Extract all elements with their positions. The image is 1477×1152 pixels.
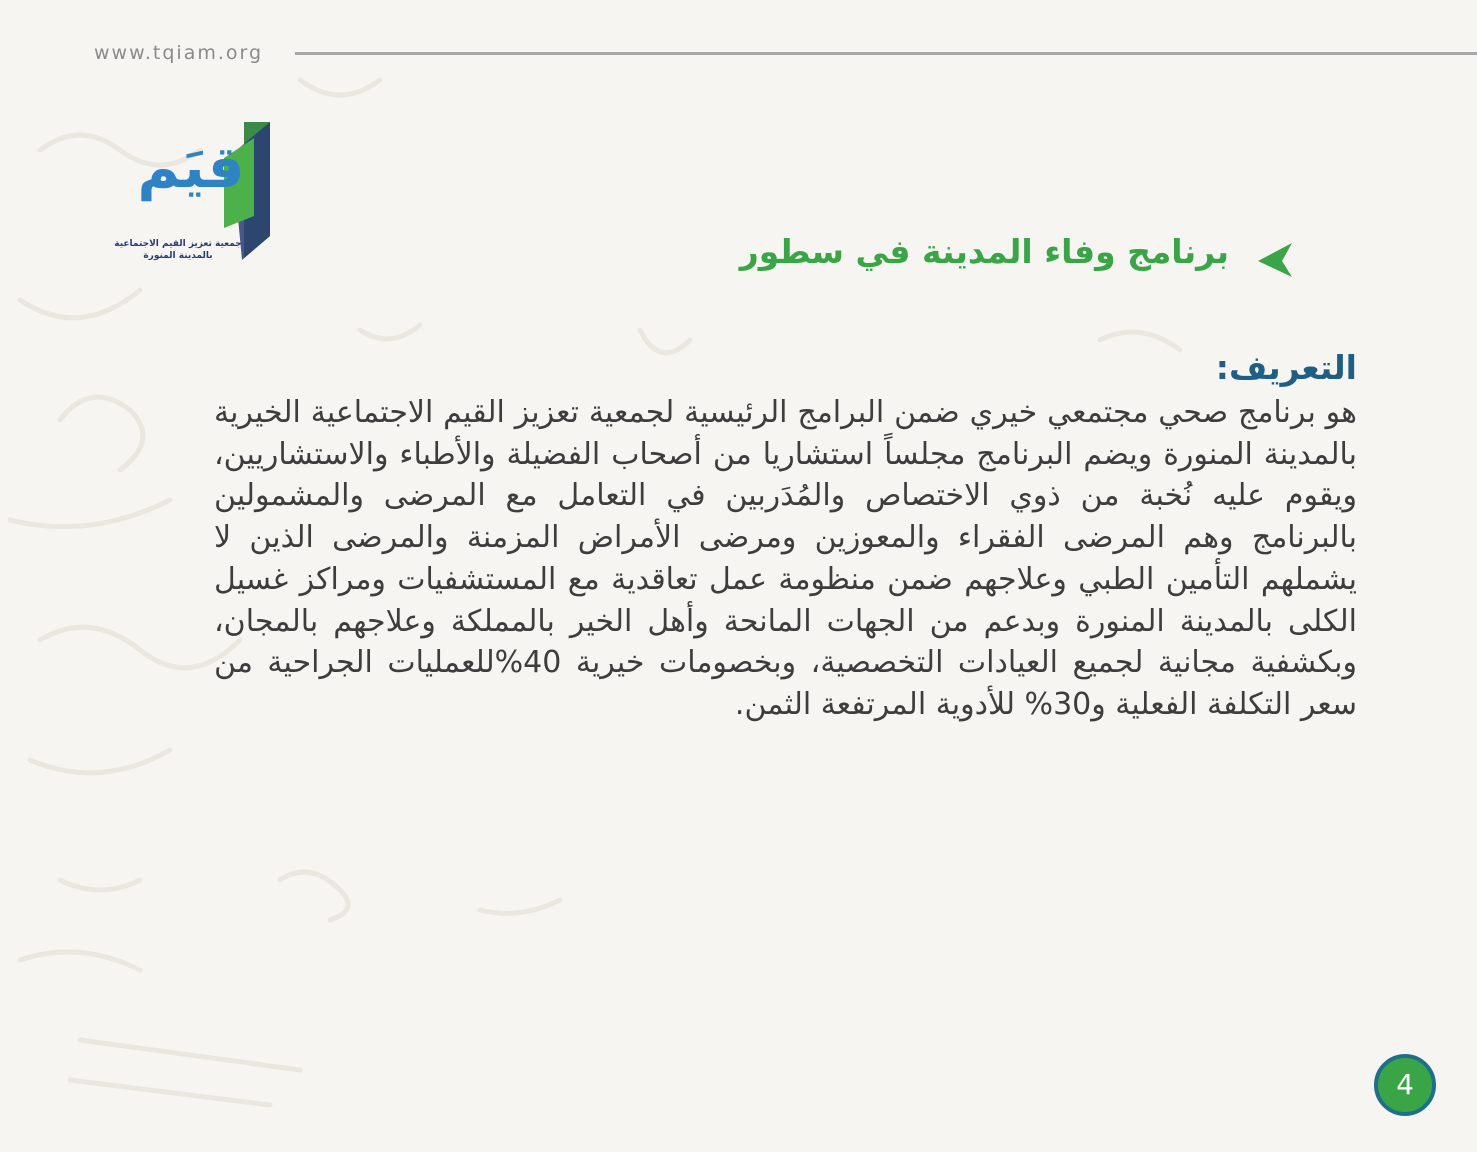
logo-subtitle [108,238,248,262]
definition-body: هو برنامج صحي مجتمعي خيري ضمن البرامج الرئيسية لجمعية تعزيز القيم الاجتماعية الخيرية بالمدينة المنورة ويضم البرنامج مجلساً استشاريا من أصحاب الفضيلة والأطباء والاستشاريين، ويقوم عليه نُخبة من ذوي الاختصاص والمُدَربين في التعامل مع المرضى والمشمولين بالبرنامج وهم المرضى الفقراء والمعوزين ومرضى الأمراض المزمنة والمرضى الذين لا يشملهم التأمين الطبي وعلاجهم ضمن منظومة عمل تعاقدية مع المستشفيات ومراكز غسيل الكلى بالمدينة المنورة وبدعم من الجهات المانحة وأهل الخير بالمملكة وعلاجهم بالمجان، وبكشفية مجانية لجميع العيادات التخصصية، وبخصومات خيرية 40%للعمليات الجراحية من سعر التكلفة الفعلية و30% للأدوية المرتفعة الثمن. [214,395,1357,722]
logo-subtitle-line2: بالمدينة المنورة [143,251,213,261]
logo-subtitle-line1: جمعية تعزيز القيم الاجتماعية [114,239,242,249]
title-arrow-icon [1256,241,1294,279]
section-title: برنامج وفاء المدينة في سطور [739,232,1229,271]
site-url: www.tqiam.org [94,42,264,64]
header-rule [295,52,1477,55]
qiyam-logo [104,118,276,268]
definition-heading: التعريف: [1215,348,1357,387]
page-number: 4 [1396,1068,1414,1101]
logo-wordmark: قيَم [137,133,245,201]
page-number-badge [1374,1054,1436,1116]
